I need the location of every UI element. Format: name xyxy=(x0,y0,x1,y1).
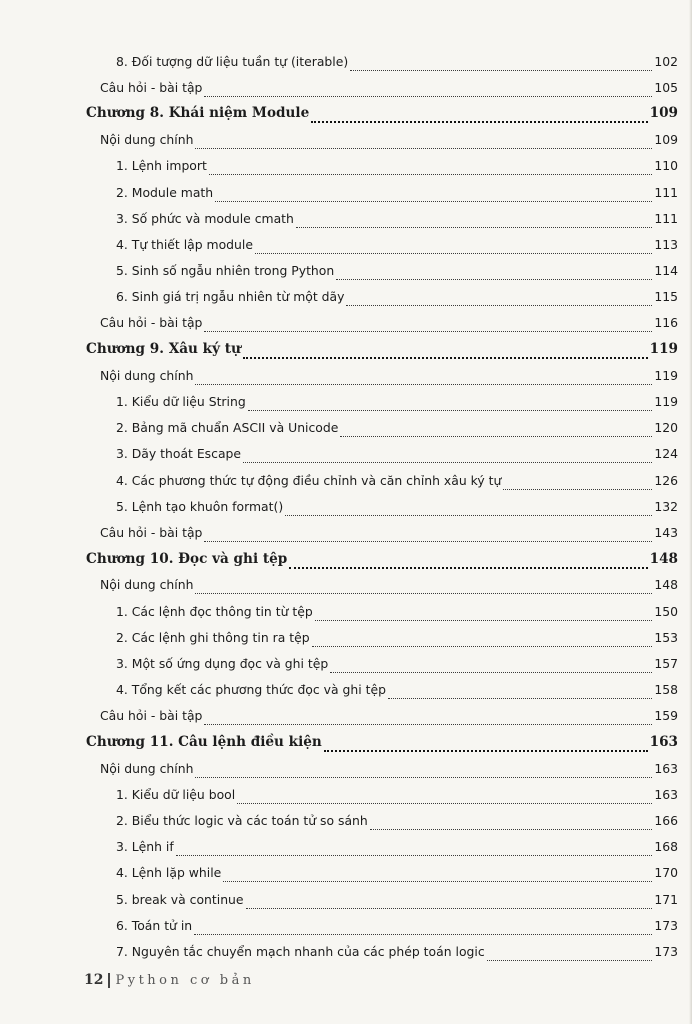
toc-entry-label: 2. Biểu thức logic và các toán tử so sánh xyxy=(116,813,368,829)
toc-item-entry xyxy=(0,834,692,860)
toc-entry-label: 6. Toán tử in xyxy=(116,917,193,933)
toc-entry-page-number: 173 xyxy=(654,943,678,959)
toc-dot-leader xyxy=(243,347,648,359)
toc-item-entry xyxy=(0,284,692,310)
toc-dot-leader xyxy=(487,950,653,961)
toc-item-entry xyxy=(0,48,692,74)
toc-dot-leader xyxy=(237,793,652,804)
toc-chapter-entry xyxy=(0,729,692,755)
toc-dot-leader xyxy=(246,898,653,909)
toc-entry-label: 5. break và continue xyxy=(116,891,244,907)
toc-entry-page-number: 163 xyxy=(649,733,678,750)
toc-chapter-entry xyxy=(0,100,692,126)
toc-entry-page-number: 110 xyxy=(654,158,678,174)
toc-entry-label: Câu hỏi - bài tập xyxy=(100,315,203,331)
toc-dot-leader xyxy=(204,321,652,332)
toc-entry-label: Nội dung chính xyxy=(100,760,194,776)
toc-item-entry xyxy=(0,205,692,231)
footer-separator xyxy=(108,973,110,988)
toc-dot-leader xyxy=(204,531,652,542)
toc-dot-leader xyxy=(296,217,652,228)
toc-entry-label: 8. Đối tượng dữ liệu tuần tự (iterable) xyxy=(116,53,349,69)
toc-dot-leader xyxy=(204,714,652,725)
toc-entry-label: Nội dung chính xyxy=(100,577,194,593)
toc-entry-page-number: 170 xyxy=(654,865,678,881)
toc-entry-page-number: 171 xyxy=(654,891,678,907)
toc-entry-page-number: 119 xyxy=(654,394,678,410)
toc-entry-label: 4. Tự thiết lập module xyxy=(116,236,253,252)
toc-dot-leader xyxy=(215,191,652,202)
toc-entry-page-number: 163 xyxy=(654,786,678,802)
toc-item-entry xyxy=(0,938,692,964)
toc-section-entry xyxy=(0,362,692,388)
toc-entry-page-number: 148 xyxy=(654,577,678,593)
toc-entry-label: 2. Bảng mã chuẩn ASCII và Unicode xyxy=(116,420,339,436)
toc-entry-page-number: 111 xyxy=(654,210,678,226)
toc-dot-leader xyxy=(209,164,653,175)
toc-section-entry xyxy=(0,572,692,598)
toc-dot-leader xyxy=(194,924,652,935)
toc-entry-label: 1. Kiểu dữ liệu String xyxy=(116,394,246,410)
toc-item-entry xyxy=(0,912,692,938)
toc-entry-label: Câu hỏi - bài tập xyxy=(100,708,203,724)
table-of-contents xyxy=(0,48,692,965)
toc-entry-page-number: 153 xyxy=(654,629,678,645)
toc-entry-label: Chương 10. Đọc và ghi tệp xyxy=(86,550,288,567)
footer-book-title: Python cơ bản xyxy=(115,972,255,988)
toc-section-entry xyxy=(0,127,692,153)
toc-entry-label: 5. Lệnh tạo khuôn format() xyxy=(116,498,284,514)
toc-dot-leader xyxy=(324,740,648,752)
toc-dot-leader xyxy=(312,636,653,647)
toc-entry-page-number: 143 xyxy=(654,524,678,540)
toc-dot-leader xyxy=(315,610,653,621)
toc-item-entry xyxy=(0,624,692,650)
toc-dot-leader xyxy=(285,505,652,516)
toc-dot-leader xyxy=(350,60,652,71)
toc-entry-label: Chương 11. Câu lệnh điều kiện xyxy=(86,733,322,750)
toc-dot-leader xyxy=(255,243,652,254)
toc-item-entry xyxy=(0,258,692,284)
toc-dot-leader xyxy=(503,479,652,490)
toc-dot-leader xyxy=(346,295,652,306)
toc-item-entry xyxy=(0,807,692,833)
toc-entry-page-number: 114 xyxy=(654,263,678,279)
toc-entry-page-number: 159 xyxy=(654,708,678,724)
toc-entry-label: Chương 8. Khái niệm Module xyxy=(86,105,310,122)
toc-dot-leader xyxy=(195,138,652,149)
toc-chapter-entry xyxy=(0,546,692,572)
toc-entry-label: Nội dung chính xyxy=(100,132,194,148)
toc-item-entry xyxy=(0,886,692,912)
toc-entry-page-number: 102 xyxy=(654,53,678,69)
toc-entry-page-number: 109 xyxy=(654,132,678,148)
toc-entry-label: 3. Dãy thoát Escape xyxy=(116,446,242,462)
toc-section-entry xyxy=(0,519,692,545)
toc-dot-leader xyxy=(340,426,652,437)
toc-entry-label: 1. Các lệnh đọc thông tin từ tệp xyxy=(116,603,313,619)
toc-entry-page-number: 116 xyxy=(654,315,678,331)
toc-section-entry xyxy=(0,755,692,781)
toc-entry-page-number: 124 xyxy=(654,446,678,462)
toc-item-entry xyxy=(0,677,692,703)
toc-dot-leader xyxy=(370,819,653,830)
toc-item-entry xyxy=(0,415,692,441)
toc-dot-leader xyxy=(204,86,652,97)
toc-entry-label: 4. Tổng kết các phương thức đọc và ghi tệp xyxy=(116,682,386,698)
toc-dot-leader xyxy=(223,871,652,882)
toc-entry-page-number: 120 xyxy=(654,420,678,436)
toc-entry-page-number: 150 xyxy=(654,603,678,619)
toc-entry-label: 6. Sinh giá trị ngẫu nhiên từ một dãy xyxy=(116,289,345,305)
toc-dot-leader xyxy=(330,662,652,673)
toc-item-entry xyxy=(0,388,692,414)
toc-section-entry xyxy=(0,310,692,336)
toc-item-entry xyxy=(0,781,692,807)
toc-dot-leader xyxy=(195,767,652,778)
toc-entry-page-number: 166 xyxy=(654,813,678,829)
toc-entry-page-number: 132 xyxy=(654,498,678,514)
toc-dot-leader xyxy=(195,374,652,385)
page-footer xyxy=(84,972,255,988)
toc-entry-page-number: 119 xyxy=(649,341,678,358)
toc-entry-label: 3. Lệnh if xyxy=(116,839,174,855)
toc-item-entry xyxy=(0,179,692,205)
toc-entry-page-number: 113 xyxy=(654,236,678,252)
toc-entry-label: Nội dung chính xyxy=(100,367,194,383)
toc-dot-leader xyxy=(336,269,652,280)
toc-entry-label: 1. Lệnh import xyxy=(116,158,207,174)
toc-dot-leader xyxy=(311,111,647,123)
toc-entry-page-number: 157 xyxy=(654,655,678,671)
toc-entry-label: 2. Module math xyxy=(116,184,214,200)
toc-section-entry xyxy=(0,74,692,100)
toc-item-entry xyxy=(0,598,692,624)
toc-entry-page-number: 126 xyxy=(654,472,678,488)
toc-dot-leader xyxy=(289,557,647,569)
toc-entry-label: 5. Sinh số ngẫu nhiên trong Python xyxy=(116,263,335,279)
toc-item-entry xyxy=(0,467,692,493)
toc-entry-page-number: 158 xyxy=(654,682,678,698)
toc-entry-label: Chương 9. Xâu ký tự xyxy=(86,341,241,358)
toc-dot-leader xyxy=(195,583,652,594)
footer-page-number: 12 xyxy=(84,972,104,988)
toc-chapter-entry xyxy=(0,336,692,362)
toc-dot-leader xyxy=(248,400,653,411)
toc-item-entry xyxy=(0,231,692,257)
toc-entry-page-number: 111 xyxy=(654,184,678,200)
toc-entry-page-number: 119 xyxy=(654,367,678,383)
toc-dot-leader xyxy=(176,845,653,856)
toc-entry-label: 7. Nguyên tắc chuyển mạch nhanh của các phép toán logic xyxy=(116,943,485,959)
toc-entry-page-number: 109 xyxy=(649,105,678,122)
toc-entry-label: Câu hỏi - bài tập xyxy=(100,524,203,540)
toc-dot-leader xyxy=(243,452,652,463)
toc-entry-label: 1. Kiểu dữ liệu bool xyxy=(116,786,236,802)
toc-entry-page-number: 115 xyxy=(654,289,678,305)
toc-item-entry xyxy=(0,860,692,886)
toc-section-entry xyxy=(0,703,692,729)
toc-entry-label: 4. Lệnh lặp while xyxy=(116,865,222,881)
toc-entry-page-number: 168 xyxy=(654,839,678,855)
toc-item-entry xyxy=(0,650,692,676)
toc-entry-label: 3. Một số ứng dụng đọc và ghi tệp xyxy=(116,655,329,671)
toc-entry-label: 3. Số phức và module cmath xyxy=(116,210,294,226)
toc-dot-leader xyxy=(388,688,652,699)
toc-item-entry xyxy=(0,441,692,467)
toc-entry-page-number: 148 xyxy=(649,550,678,567)
toc-entry-label: 2. Các lệnh ghi thông tin ra tệp xyxy=(116,629,310,645)
toc-item-entry xyxy=(0,153,692,179)
toc-entry-page-number: 163 xyxy=(654,760,678,776)
toc-entry-page-number: 105 xyxy=(654,79,678,95)
toc-entry-label: 4. Các phương thức tự động điều chỉnh và căn chỉnh xâu ký tự xyxy=(116,472,502,488)
toc-entry-label: Câu hỏi - bài tập xyxy=(100,79,203,95)
toc-entry-page-number: 173 xyxy=(654,917,678,933)
toc-item-entry xyxy=(0,493,692,519)
